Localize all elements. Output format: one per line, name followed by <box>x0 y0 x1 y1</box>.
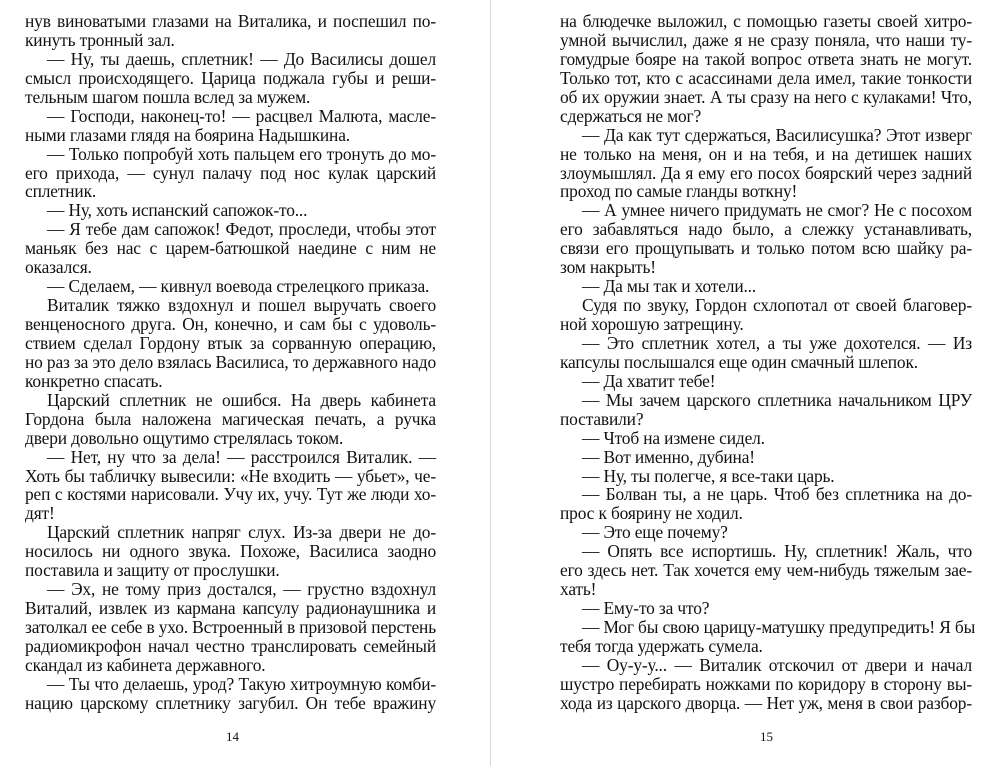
text-line: нацию царскому сплетнику загубил. Он тебе вражину <box>25 692 436 713</box>
text-line: — Опять все испортишь. Ну, сплетник! Жаль, что <box>582 541 972 562</box>
text-line: затолкал ее себе в ухо. Встроенный в призовой перстень <box>25 617 436 637</box>
text-line: связи его прощупывать и только потом всю шайку ра- <box>560 238 972 259</box>
text-line: — Ну, ты даешь, сплетник! — До Василисы дошел <box>47 48 436 69</box>
text-line: сдержаться не мог? <box>560 105 702 126</box>
text-line: смысл происходящего. Царица поджала губы и реши- <box>25 67 436 88</box>
text-line: — Вот именно, дубина! <box>582 446 755 467</box>
text-line: дят! <box>25 503 55 524</box>
page-number-right: 15 <box>760 729 773 744</box>
text-line: на блюдечке выложил, с помощью газеты своей хитро- <box>560 11 972 31</box>
text-line: — Это сплетник хотел, а ты уже дохотелся. — Из <box>582 332 972 353</box>
text-line: — Ну, хоть испанский сапожок-то... <box>47 200 308 221</box>
text-line: — Болван ты, а не царь. Чтоб без сплетника на до- <box>582 484 972 505</box>
text-line: — Да мы так и хотели... <box>582 276 757 297</box>
text-line: его прихода, — сунул палачу под нос кулак царский <box>25 162 436 183</box>
text-line: злоумышлял. Да я ему его посох боярский через задний <box>560 162 972 183</box>
text-line: его здесь нет. Так хочется ему чем-нибудь тяжелым зае- <box>560 560 972 581</box>
text-line: ствием сделал Гордону втык за сорванную операцию, <box>25 332 436 353</box>
text-line: поставили? <box>560 408 644 429</box>
text-line: но раз за это дело взялась Василиса, то державного надо <box>25 351 436 372</box>
text-line: шустро перебирать ножками по коридору в сторону вы- <box>560 673 972 694</box>
text-line: хать! <box>560 579 597 600</box>
text-line: — Это еще почему? <box>582 522 728 543</box>
text-line: — Я тебе дам сапожок! Федот, проследи, чтобы этот <box>47 219 436 240</box>
text-line: радиомикрофон начал честно транслировать семейный <box>25 635 436 656</box>
text-line: сплетник. <box>25 181 97 202</box>
text-line: — Сделаем, — кивнул воевода стрелецкого приказа. <box>47 276 430 297</box>
text-line: маньяк без нас с царем-батюшкой наедине с ним не <box>25 238 436 259</box>
text-line: реп с костями нарисовали. Учу их, учу. Тут же люди хо- <box>25 484 436 505</box>
page-gutter-divider <box>490 0 491 766</box>
text-line: гомудрые бояре на такой вопрос ответа знать не могут. <box>560 48 972 69</box>
text-line: — А умнее ничего придумать не смог? Не с посохом <box>582 200 972 221</box>
text-line: — Нет, ну что за дела! — расстроился Виталик. — <box>47 446 436 467</box>
text-line: Хоть бы табличку вывесили: «Не входить — убьет», че- <box>25 465 436 486</box>
text-line: — Мы зачем царского сплетника начальником ЦРУ <box>582 389 972 410</box>
text-line: скандал из кабинета державного. <box>25 654 266 675</box>
text-line: — Ты что делаешь, урод? Такую хитроумную комби- <box>47 673 436 694</box>
text-line: — Господи, наконец-то! — расцвел Малюта, масле- <box>47 105 436 126</box>
text-line: Виталий, извлек из кармана капсулу радионаушника и <box>25 598 436 619</box>
text-line: — Только попробуй хоть пальцем его тронуть до мо- <box>47 143 436 164</box>
text-line: поставила и защиту от прослушки. <box>25 560 280 581</box>
text-line: нув виноватыми глазами на Виталика, и поспешил по- <box>25 11 436 31</box>
text-line: — Мог бы свою царицу-матушку предупредить! Я бы <box>582 617 976 637</box>
page-number-left: 14 <box>226 729 239 744</box>
text-line: ной хорошую затрещину. <box>560 314 744 334</box>
text-line: Царский сплетник не ошибся. На дверь кабинета <box>47 389 436 410</box>
text-line: венценосного друга. Он, конечно, и сам бы с удоволь- <box>25 314 436 334</box>
text-line: Судя по звуку, Гордон схлопотал от своей благовер- <box>582 295 972 316</box>
text-line: его забавляться надо было, а слежку устанавливать, <box>560 219 972 240</box>
text-line: зом накрыть! <box>560 257 656 278</box>
text-line: конкретно спасать. <box>25 370 163 391</box>
text-line: об их оружии знает. А ты сразу на него с кулаками! Что, <box>560 86 972 107</box>
text-line: — Чтоб на измене сидел. <box>582 427 765 448</box>
text-line: капсулы послышался еще один смачный шлепок. <box>560 351 918 372</box>
text-line: двери довольно ощутимо стрелялась током. <box>25 427 344 448</box>
text-line: не только на меня, он и на тебя, и на детишек наших <box>560 143 972 164</box>
left-page-text <box>25 12 436 713</box>
text-line: носилось ни одного звука. Похоже, Василиса заодно <box>25 541 436 562</box>
text-line: ными глазами глядя на боярина Надышкина. <box>25 124 350 145</box>
text-line: хода из царского дворца. — Нет уж, меня в свои разбор- <box>560 692 972 713</box>
text-line: тельным шагом пошла вслед за мужем. <box>25 86 311 107</box>
text-line: — Ну, ты полегче, я все-таки царь. <box>582 465 835 486</box>
text-line: — Эх, не тому приз достался, — грустно вздохнул <box>47 579 436 600</box>
text-line: — Оу-у-у... — Виталик отскочил от двери и начал <box>582 654 972 675</box>
text-line: Только тот, кто с асассинами дела имел, такие тонкости <box>560 67 972 88</box>
right-page-text <box>560 11 976 713</box>
text-line: тебя тогда удержать сумела. <box>560 635 763 656</box>
text-line: Гордона была наложена магическая печать, а ручка <box>25 408 436 429</box>
text-line: Виталик тяжко вздохнул и пошел выручать своего <box>47 295 436 316</box>
text-line: — Да хватит тебе! <box>582 370 716 391</box>
text-line: прос к боярину не ходил. <box>560 503 743 524</box>
text-line: проход по самые гланды воткну! <box>560 181 798 202</box>
text-line: умной вычислил, даже я не сразу поняла, что наши ту- <box>560 29 972 50</box>
text-line: оказался. <box>25 257 92 278</box>
text-line: — Да как тут сдержаться, Василисушка? Этот изверг <box>582 124 972 145</box>
text-line: — Ему-то за что? <box>582 598 710 619</box>
text-line: Царский сплетник напряг слух. Из-за двери не до- <box>47 522 436 543</box>
text-line: кинуть тронный зал. <box>25 29 175 50</box>
